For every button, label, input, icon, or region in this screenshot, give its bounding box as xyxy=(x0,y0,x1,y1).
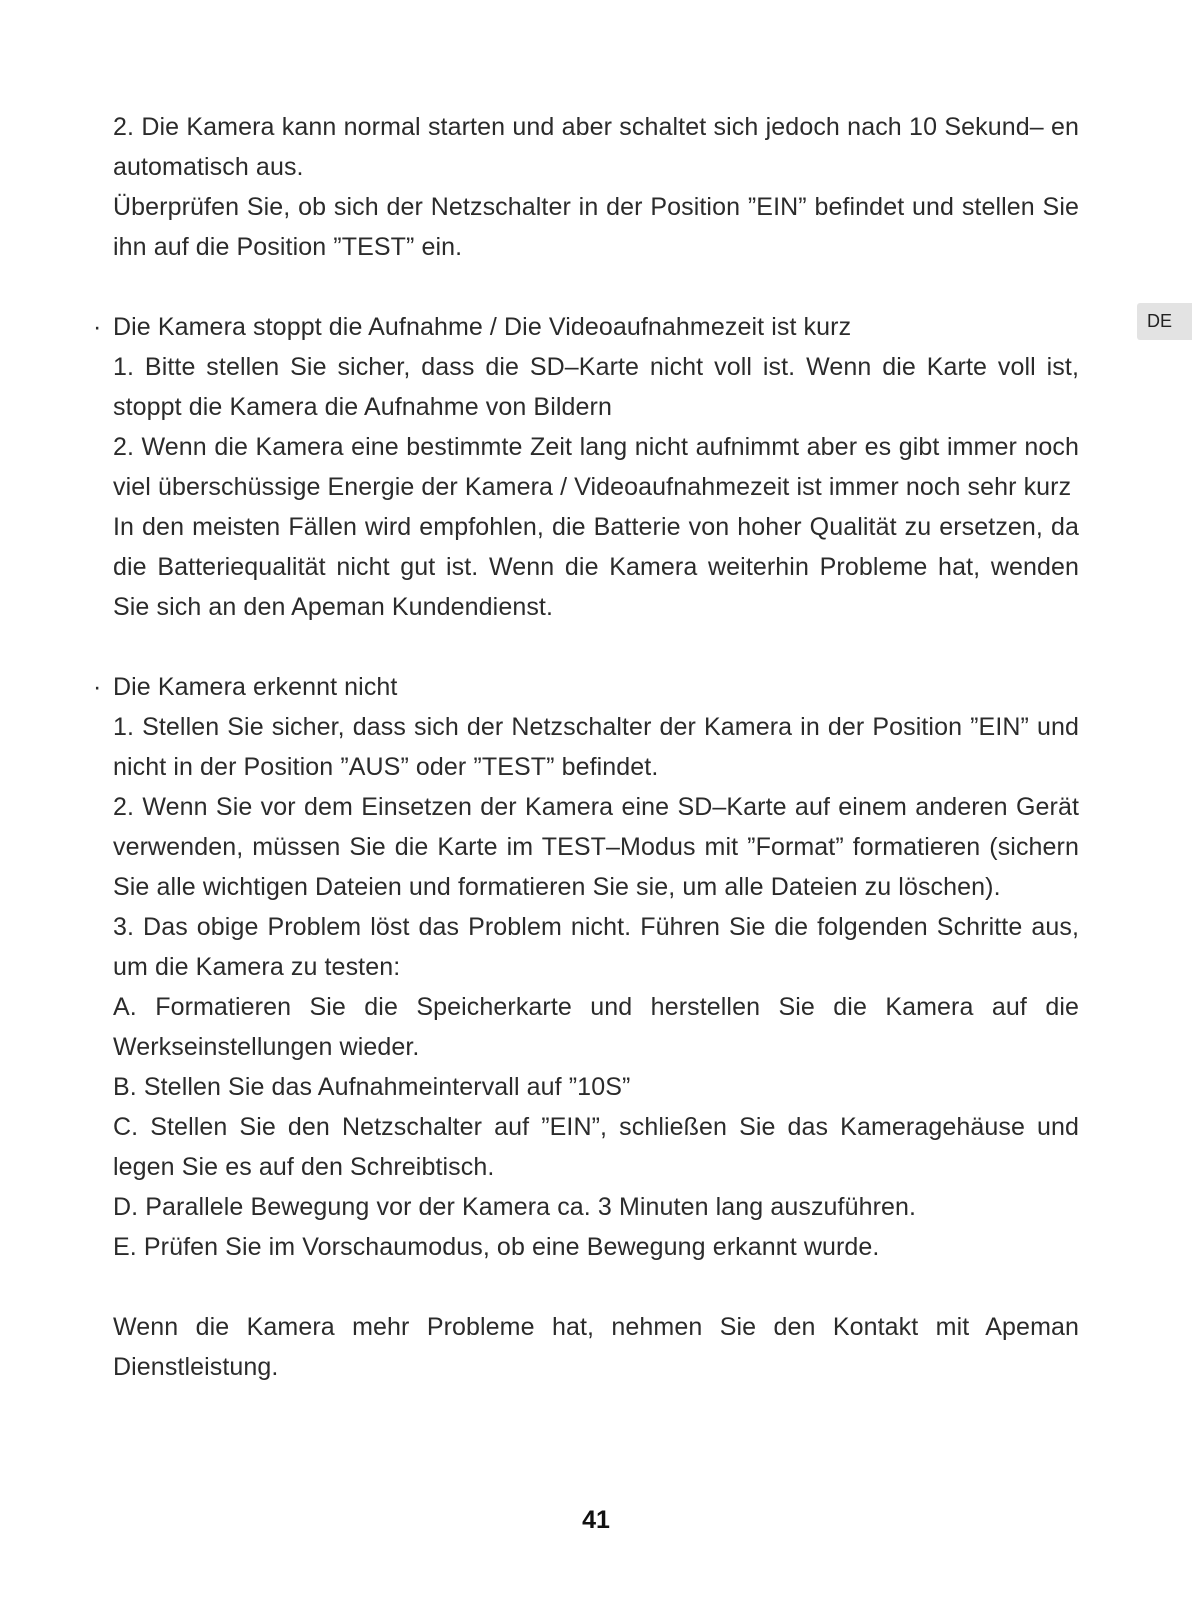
instruction-paragraph: Überprüfen Sie, ob sich der Netzschalter in der Position ”EIN” befindet und stellen Sie ihn auf die Position ”TEST” ein. xyxy=(113,193,1079,261)
section-heading-text: Die Kamera stoppt die Aufnahme / Die Videoaufnahmezeit ist kurz xyxy=(113,313,852,341)
spacer xyxy=(113,627,1079,667)
substep-paragraph: D. Parallele Bewegung vor der Kamera ca. 3 Minuten lang auszuführen. xyxy=(113,1193,917,1221)
step-paragraph: 1. Stellen Sie sicher, dass sich der Netzschalter der Kamera in der Position ”EIN” und nicht in der Position ”AUS” oder ”TEST” befindet. xyxy=(113,713,1079,781)
spacer xyxy=(113,1267,1079,1307)
spacer xyxy=(113,267,1079,307)
bullet-icon: · xyxy=(93,313,102,341)
step-paragraph: 1. Bitte stellen Sie sicher, dass die SD–Karte nicht voll ist. Wenn die Karte voll ist, stoppt die Kamera die Aufnahme von Bildern xyxy=(113,353,1079,421)
manual-content xyxy=(93,107,1079,1387)
language-tab: DE xyxy=(1137,303,1192,340)
step-paragraph: 2. Wenn Sie vor dem Einsetzen der Kamera eine SD–Karte auf einem anderen Gerät verwenden, müssen Sie die Karte im TEST–Modus mit ”Format” formatieren (sichern Sie alle wichtigen Dateien und formatieren Sie sie, um alle Dateien zu löschen). xyxy=(113,793,1079,901)
substep-paragraph: A. Formatieren Sie die Speicherkarte und herstellen Sie die Kamera auf die Werkseinstellungen wieder. xyxy=(113,993,1079,1061)
bullet-icon: · xyxy=(93,673,102,701)
step-paragraph: 2. Die Kamera kann normal starten und aber schaltet sich jedoch nach 10 Sekund– en automatisch aus. xyxy=(113,113,1079,181)
substep-paragraph: E. Prüfen Sie im Vorschaumodus, ob eine Bewegung erkannt wurde. xyxy=(113,1233,880,1261)
section-heading-recording-stops xyxy=(93,307,1079,347)
section-heading-not-detecting xyxy=(93,667,1079,707)
instruction-paragraph: In den meisten Fällen wird empfohlen, die Batterie von hoher Qualität zu ersetzen, da die Batteriequalität nicht gut ist. Wenn die Kamera weiterhin Probleme hat, wenden Sie sich an den Apeman Kundendienst. xyxy=(113,513,1079,621)
substep-paragraph: C. Stellen Sie den Netzschalter auf ”EIN”, schließen Sie das Kameragehäuse und legen Sie es auf den Schreibtisch. xyxy=(113,1113,1079,1181)
section-heading-text: Die Kamera erkennt nicht xyxy=(113,673,398,701)
closing-paragraph: Wenn die Kamera mehr Probleme hat, nehmen Sie den Kontakt mit Apeman Dienstleistung. xyxy=(113,1313,1079,1381)
step-paragraph: 3. Das obige Problem löst das Problem nicht. Führen Sie die folgenden Schritte aus, um die Kamera zu testen: xyxy=(113,913,1079,981)
page-number: 41 xyxy=(582,1506,610,1534)
step-paragraph: 2. Wenn die Kamera eine bestimmte Zeit lang nicht aufnimmt aber es gibt immer noch viel überschüssige Energie der Kamera / Videoaufnahmezeit ist immer noch sehr kurz xyxy=(113,433,1079,501)
substep-paragraph: B. Stellen Sie das Aufnahmeintervall auf ”10S” xyxy=(113,1073,631,1101)
